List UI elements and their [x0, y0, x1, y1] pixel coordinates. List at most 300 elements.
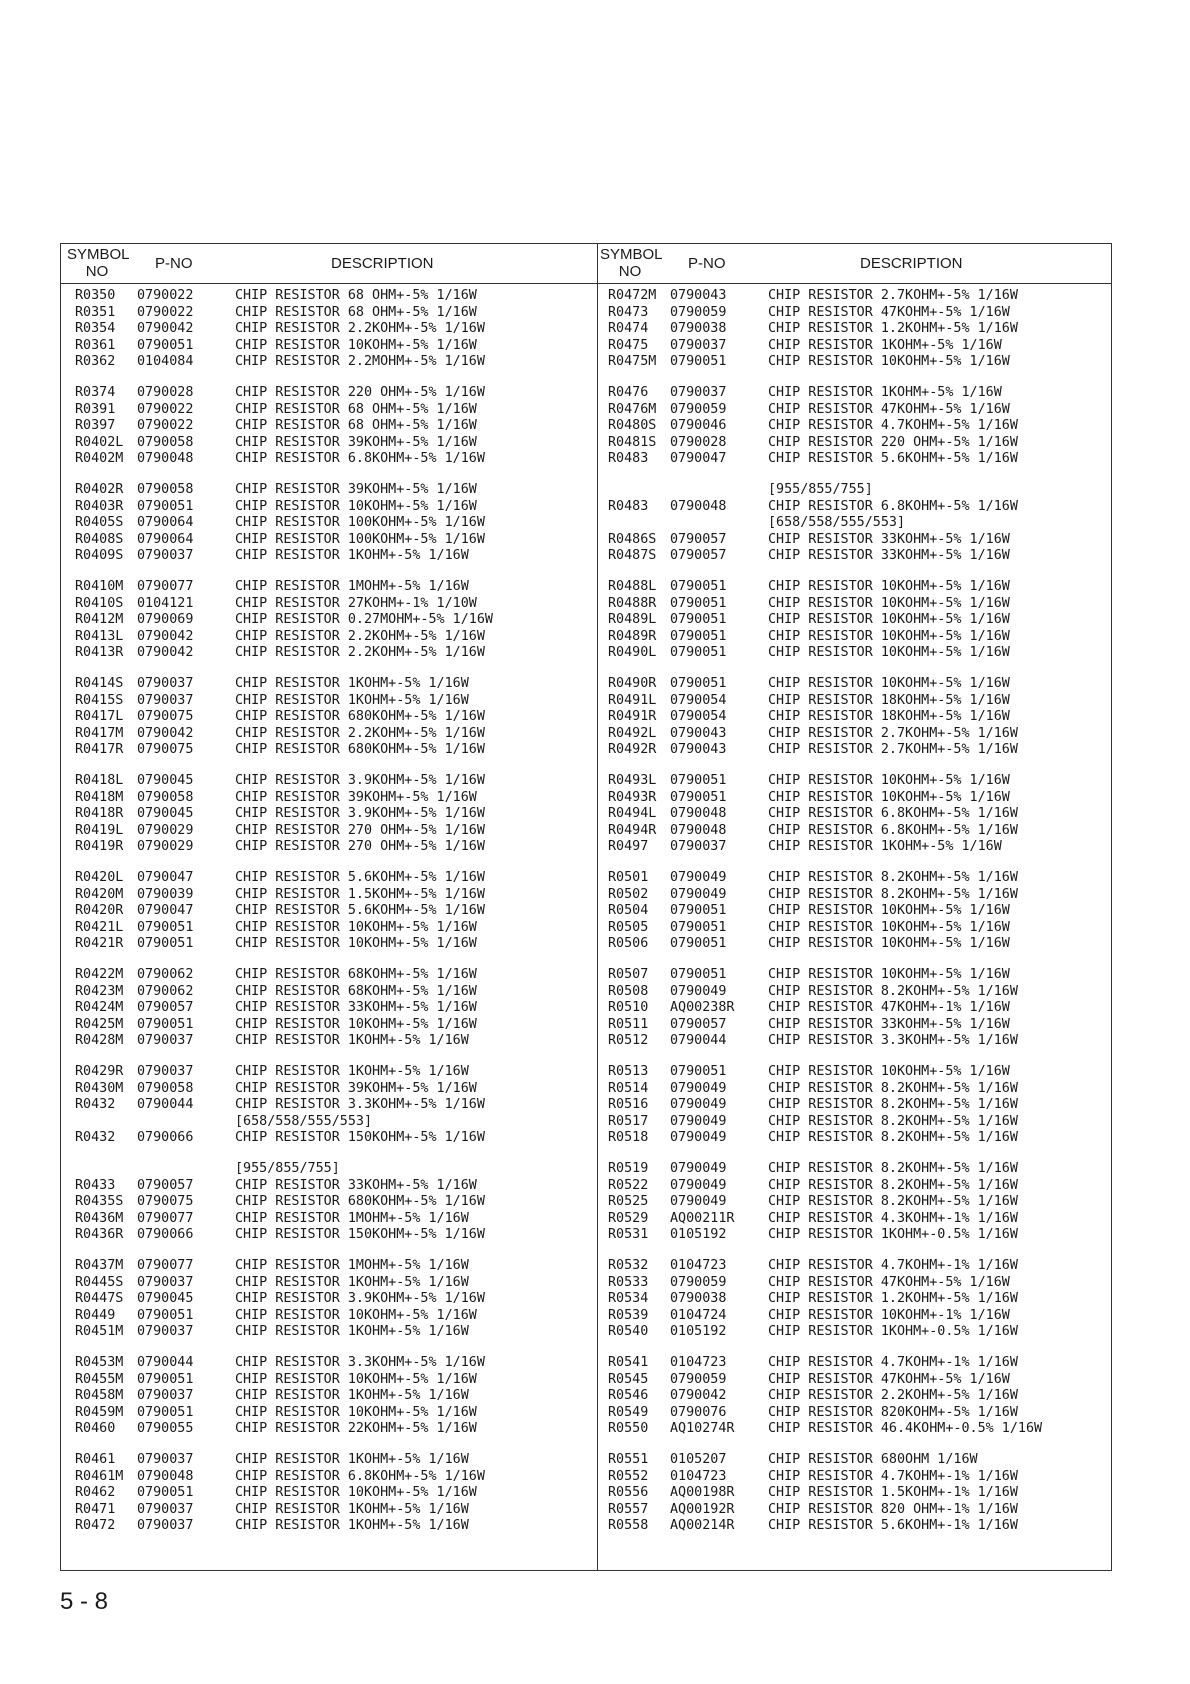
table-row: [608, 1502, 1108, 1519]
description-cell: CHIP RESISTOR 5.6KOHM+-5% 1/16W: [768, 451, 1018, 467]
part-number-cell: 0790062: [137, 983, 194, 999]
symbol-header-line2: NO: [85, 263, 109, 280]
description-cell: CHIP RESISTOR 39KOHM+-5% 1/16W: [235, 482, 477, 497]
part-number-cell: 0790077: [137, 579, 194, 594]
description-cell: CHIP RESISTOR 3.3KOHM+-5% 1/16W: [235, 1355, 485, 1370]
table-row: [75, 1178, 595, 1195]
description-cell: CHIP RESISTOR 1KOHM+-5% 1/16W: [235, 1274, 469, 1290]
part-number-cell: 0790045: [137, 806, 194, 822]
part-number-cell: 0790029: [137, 822, 194, 838]
table-row: [75, 1130, 595, 1147]
part-number-cell: 0790037: [137, 676, 194, 691]
symbol-no-cell: R0546: [608, 1388, 649, 1404]
part-number-cell: 0790044: [137, 1355, 194, 1370]
part-number-cell: 0790038: [670, 1291, 727, 1307]
description-cell: CHIP RESISTOR 33KOHM+-5% 1/16W: [235, 1000, 477, 1016]
table-row: [75, 1372, 595, 1389]
symbol-no-cell: R0480S: [608, 418, 657, 434]
table-row: [608, 984, 1108, 1001]
part-number-cell: 0790049: [670, 1113, 727, 1129]
description-cell: CHIP RESISTOR 680OHM 1/16W: [768, 1452, 978, 1467]
table-row: [608, 870, 1108, 887]
description-header: DESCRIPTION: [331, 255, 434, 272]
symbol-no-cell: R0449: [75, 1307, 116, 1323]
part-number-cell: AQ00214R: [670, 1518, 735, 1534]
part-number-cell: 0790042: [137, 628, 194, 644]
table-row: [608, 435, 1108, 452]
symbol-no-cell: R0462: [75, 1485, 116, 1501]
symbol-no-cell: R0512: [608, 1033, 649, 1049]
part-number-cell: 0790058: [137, 789, 194, 805]
table-row: [75, 1097, 595, 1114]
description-cell: CHIP RESISTOR 10KOHM+-5% 1/16W: [235, 1307, 477, 1323]
part-number-cell: 0790057: [670, 1016, 727, 1032]
symbol-no-cell: R0428M: [75, 1033, 124, 1049]
symbol-no-cell: R0506: [608, 936, 649, 952]
part-number-cell: 0790049: [670, 1080, 727, 1096]
part-number-cell: 0790075: [137, 709, 194, 725]
part-number-cell: AQ00198R: [670, 1485, 735, 1501]
parts-group: [75, 1161, 595, 1258]
symbol-no-cell: R0414S: [75, 676, 124, 691]
part-number-cell: 0790059: [670, 1371, 727, 1387]
description-cell: CHIP RESISTOR 10KOHM+-5% 1/16W: [235, 1404, 477, 1420]
description-cell: CHIP RESISTOR 18KOHM+-5% 1/16W: [768, 692, 1010, 708]
description-cell: CHIP RESISTOR 27KOHM+-1% 1/10W: [235, 595, 477, 611]
description-cell: CHIP RESISTOR 8.2KOHM+-5% 1/16W: [768, 870, 1018, 885]
table-row: [608, 1518, 1108, 1535]
table-row: [608, 903, 1108, 920]
part-number-cell: 0790049: [670, 1130, 727, 1146]
table-row: [75, 579, 595, 596]
symbol-no-cell: R0513: [608, 1064, 649, 1079]
pno-header: P-NO: [155, 255, 193, 272]
description-cell: CHIP RESISTOR 2.7KOHM+-5% 1/16W: [768, 288, 1018, 303]
table-row: [608, 451, 1108, 468]
part-number-cell: 0790044: [670, 1033, 727, 1049]
parts-group: [608, 1258, 1108, 1355]
part-number-cell: 0790049: [670, 1161, 727, 1176]
symbol-no-cell: R0436M: [75, 1210, 124, 1226]
description-cell: CHIP RESISTOR 1MOHM+-5% 1/16W: [235, 1258, 469, 1273]
table-row: [608, 1275, 1108, 1292]
table-row: [75, 839, 595, 856]
table-row: [75, 321, 595, 338]
table-row: [608, 645, 1108, 662]
symbol-no-cell: R0497: [608, 839, 649, 855]
parts-group: [608, 870, 1108, 967]
description-cell: CHIP RESISTOR 1KOHM+-5% 1/16W: [235, 1388, 469, 1404]
symbol-no-cell: R0409S: [75, 548, 124, 564]
symbol-no-cell: R0351: [75, 304, 116, 320]
symbol-no-cell: R0518: [608, 1130, 649, 1146]
part-number-cell: 0790022: [137, 288, 194, 303]
description-cell: CHIP RESISTOR 3.3KOHM+-5% 1/16W: [768, 1033, 1018, 1049]
symbol-no-cell: R0550: [608, 1421, 649, 1437]
part-number-cell: 0790075: [137, 742, 194, 758]
symbol-no-cell: R0403R: [75, 498, 124, 514]
part-number-cell: 0790051: [670, 789, 727, 805]
table-row: [75, 532, 595, 549]
symbol-no-cell: R0458M: [75, 1388, 124, 1404]
symbol-no-cell: R0402R: [75, 482, 124, 497]
pno-header: P-NO: [688, 255, 726, 272]
description-cell: [955/855/755]: [235, 1161, 340, 1176]
parts-group: [75, 773, 595, 870]
part-number-cell: 0790043: [670, 288, 727, 303]
symbol-no-cell: R0433: [75, 1177, 116, 1193]
symbol-no-cell: R0354: [75, 321, 116, 337]
parts-group: [75, 288, 595, 385]
symbol-no-cell: R0556: [608, 1485, 649, 1501]
part-number-cell: 0790051: [670, 595, 727, 611]
table-row: [608, 1421, 1108, 1438]
part-number-cell: AQ00238R: [670, 1000, 735, 1016]
part-number-cell: 0790022: [137, 401, 194, 417]
description-cell: CHIP RESISTOR 1.2KOHM+-5% 1/16W: [768, 321, 1018, 337]
symbol-no-cell: R0445S: [75, 1274, 124, 1290]
table-row: [608, 1372, 1108, 1389]
symbol-no-cell: R0557: [608, 1501, 649, 1517]
table-row: [608, 482, 1108, 499]
symbol-no-cell: R0423M: [75, 983, 124, 999]
description-cell: CHIP RESISTOR 68KOHM+-5% 1/16W: [235, 983, 477, 999]
description-cell: CHIP RESISTOR 270 OHM+-5% 1/16W: [235, 839, 485, 855]
table-row: [75, 1518, 595, 1535]
part-number-cell: 0790059: [670, 1274, 727, 1290]
symbol-no-cell: R0422M: [75, 967, 124, 982]
parts-group: [75, 1355, 595, 1452]
description-cell: CHIP RESISTOR 68 OHM+-5% 1/16W: [235, 304, 477, 320]
symbol-no-cell: R0486S: [608, 531, 657, 547]
description-cell: [955/855/755]: [768, 482, 873, 497]
symbol-no-cell: R0516: [608, 1097, 649, 1113]
parts-group: [608, 1452, 1108, 1549]
symbol-no-cell: R0410M: [75, 579, 124, 594]
part-number-cell: 0790037: [137, 1033, 194, 1049]
symbol-no-cell: R0421L: [75, 919, 124, 935]
description-cell: CHIP RESISTOR 10KOHM+-5% 1/16W: [768, 612, 1010, 628]
part-number-cell: 0790051: [670, 579, 727, 594]
table-row: [608, 579, 1108, 596]
symbol-no-cell: R0410S: [75, 595, 124, 611]
description-cell: CHIP RESISTOR 8.2KOHM+-5% 1/16W: [768, 1161, 1018, 1176]
part-number-cell: 0790048: [670, 498, 727, 514]
part-number-cell: 0790066: [137, 1130, 194, 1146]
part-number-cell: 0790057: [670, 531, 727, 547]
symbol-no-cell: R0350: [75, 288, 116, 303]
table-row: [75, 482, 595, 499]
symbol-no-cell: R0494L: [608, 806, 657, 822]
part-number-cell: 0790046: [670, 418, 727, 434]
description-cell: [658/558/555/553]: [235, 1113, 373, 1129]
description-cell: CHIP RESISTOR 39KOHM+-5% 1/16W: [235, 434, 477, 450]
description-cell: CHIP RESISTOR 10KOHM+-5% 1/16W: [768, 789, 1010, 805]
symbol-no-cell: R0455M: [75, 1371, 124, 1387]
part-number-cell: 0790037: [137, 692, 194, 708]
part-number-cell: 0790042: [137, 645, 194, 661]
part-number-cell: 0790051: [137, 919, 194, 935]
part-number-cell: 0790042: [137, 725, 194, 741]
table-row: [75, 887, 595, 904]
part-number-cell: 0790051: [137, 1485, 194, 1501]
table-row: [608, 1485, 1108, 1502]
table-row: [608, 1130, 1108, 1147]
table-row: [608, 1405, 1108, 1422]
part-number-cell: 0790037: [670, 839, 727, 855]
symbol-no-cell: R0483: [608, 498, 649, 514]
symbol-no-cell: R0432: [75, 1097, 116, 1113]
table-row: [608, 839, 1108, 856]
table-row: [75, 903, 595, 920]
symbol-no-cell: R0474: [608, 321, 649, 337]
part-number-cell: 0790064: [137, 531, 194, 547]
symbol-no-cell: R0492R: [608, 742, 657, 758]
description-cell: CHIP RESISTOR 1.5KOHM+-1% 1/16W: [768, 1485, 1018, 1501]
table-row: [608, 402, 1108, 419]
table-row: [75, 1421, 595, 1438]
table-row: [75, 1308, 595, 1325]
table-row: [75, 1000, 595, 1017]
table-row: [75, 499, 595, 516]
part-number-cell: 0790045: [137, 773, 194, 788]
description-cell: CHIP RESISTOR 46.4KOHM+-0.5% 1/16W: [768, 1421, 1043, 1437]
table-row: [75, 1485, 595, 1502]
part-number-cell: 0790037: [137, 1501, 194, 1517]
description-cell: CHIP RESISTOR 47KOHM+-1% 1/16W: [768, 1000, 1010, 1016]
description-cell: CHIP RESISTOR 47KOHM+-5% 1/16W: [768, 304, 1010, 320]
parts-group: [608, 1064, 1108, 1161]
table-row: [75, 548, 595, 565]
table-row: [75, 385, 595, 402]
table-row: [75, 1194, 595, 1211]
table-row: [75, 1452, 595, 1469]
description-cell: CHIP RESISTOR 1.5KOHM+-5% 1/16W: [235, 886, 485, 902]
table-row: [75, 1227, 595, 1244]
part-number-cell: 0790049: [670, 1177, 727, 1193]
description-cell: CHIP RESISTOR 150KOHM+-5% 1/16W: [235, 1130, 485, 1146]
table-row: [75, 1114, 595, 1131]
table-row: [608, 418, 1108, 435]
symbol-no-cell: R0421R: [75, 936, 124, 952]
table-row: [608, 806, 1108, 823]
part-number-cell: 0790037: [137, 548, 194, 564]
description-cell: CHIP RESISTOR 22KOHM+-5% 1/16W: [235, 1421, 477, 1437]
table-row: [608, 790, 1108, 807]
description-cell: CHIP RESISTOR 8.2KOHM+-5% 1/16W: [768, 1080, 1018, 1096]
symbol-no-cell: R0510: [608, 1000, 649, 1016]
description-cell: CHIP RESISTOR 18KOHM+-5% 1/16W: [768, 709, 1010, 725]
description-cell: CHIP RESISTOR 4.7KOHM+-1% 1/16W: [768, 1258, 1018, 1273]
parts-list-table: [60, 243, 1112, 1571]
table-row: [608, 1033, 1108, 1050]
description-cell: CHIP RESISTOR 2.2KOHM+-5% 1/16W: [235, 725, 485, 741]
column-divider: [597, 244, 598, 1570]
description-cell: CHIP RESISTOR 8.2KOHM+-5% 1/16W: [768, 1097, 1018, 1113]
symbol-no-cell: R0502: [608, 886, 649, 902]
description-cell: CHIP RESISTOR 150KOHM+-5% 1/16W: [235, 1227, 485, 1243]
description-cell: CHIP RESISTOR 10KOHM+-5% 1/16W: [235, 919, 477, 935]
part-number-cell: 0790022: [137, 418, 194, 434]
table-row: [608, 1161, 1108, 1178]
table-row: [608, 515, 1108, 532]
table-row: [608, 321, 1108, 338]
table-row: [75, 338, 595, 355]
description-cell: CHIP RESISTOR 68 OHM+-5% 1/16W: [235, 418, 477, 434]
symbol-no-cell: R0415S: [75, 692, 124, 708]
symbol-no-cell: R0417L: [75, 709, 124, 725]
description-cell: CHIP RESISTOR 1KOHM+-5% 1/16W: [235, 548, 469, 564]
symbol-no-cell: R0425M: [75, 1016, 124, 1032]
symbol-no-cell: R0417R: [75, 742, 124, 758]
table-row: [608, 1469, 1108, 1486]
description-cell: CHIP RESISTOR 2.2KOHM+-5% 1/16W: [235, 628, 485, 644]
description-cell: CHIP RESISTOR 6.8KOHM+-5% 1/16W: [768, 498, 1018, 514]
parts-group: [608, 1355, 1108, 1452]
part-number-cell: 0790051: [670, 903, 727, 919]
part-number-cell: 0104723: [670, 1468, 727, 1484]
symbol-no-cell: R0540: [608, 1324, 649, 1340]
description-cell: CHIP RESISTOR 8.2KOHM+-5% 1/16W: [768, 1177, 1018, 1193]
description-cell: CHIP RESISTOR 100KOHM+-5% 1/16W: [235, 515, 485, 531]
symbol-no-cell: R0531: [608, 1227, 649, 1243]
symbol-no-cell: R0362: [75, 354, 116, 370]
description-cell: CHIP RESISTOR 220 OHM+-5% 1/16W: [768, 434, 1018, 450]
table-row: [75, 693, 595, 710]
table-row: [75, 288, 595, 305]
symbol-no-cell: R0487S: [608, 548, 657, 564]
description-cell: CHIP RESISTOR 0.27MOHM+-5% 1/16W: [235, 612, 493, 628]
description-cell: CHIP RESISTOR 4.7KOHM+-5% 1/16W: [768, 418, 1018, 434]
table-row: [75, 823, 595, 840]
description-cell: CHIP RESISTOR 1KOHM+-5% 1/16W: [235, 1033, 469, 1049]
symbol-no-cell: R0397: [75, 418, 116, 434]
part-number-cell: 0104723: [670, 1355, 727, 1370]
table-row: [608, 1355, 1108, 1372]
symbol-no-cell: R0481S: [608, 434, 657, 450]
table-row: [75, 806, 595, 823]
table-row: [608, 887, 1108, 904]
description-cell: CHIP RESISTOR 2.7KOHM+-5% 1/16W: [768, 742, 1018, 758]
description-cell: CHIP RESISTOR 10KOHM+-5% 1/16W: [235, 936, 477, 952]
description-cell: CHIP RESISTOR 10KOHM+-5% 1/16W: [768, 645, 1010, 661]
symbol-no-cell: R0491L: [608, 692, 657, 708]
table-row: [75, 773, 595, 790]
part-number-cell: 0790038: [670, 321, 727, 337]
part-number-cell: 0790057: [137, 1177, 194, 1193]
description-cell: CHIP RESISTOR 100KOHM+-5% 1/16W: [235, 531, 485, 547]
description-header: DESCRIPTION: [860, 255, 963, 272]
part-number-cell: 0790047: [137, 870, 194, 885]
part-number-cell: 0790059: [670, 304, 727, 320]
symbol-no-cell: R0437M: [75, 1258, 124, 1273]
symbol-no-cell: R0435S: [75, 1194, 124, 1210]
symbol-no-cell: R0418M: [75, 789, 124, 805]
parts-group: [608, 579, 1108, 676]
symbol-no-cell: R0402M: [75, 451, 124, 467]
part-number-cell: 0790057: [137, 1000, 194, 1016]
table-row: [608, 967, 1108, 984]
table-row: [75, 1355, 595, 1372]
description-cell: CHIP RESISTOR 68KOHM+-5% 1/16W: [235, 967, 477, 982]
table-row: [608, 1324, 1108, 1341]
symbol-no-cell: R0545: [608, 1371, 649, 1387]
symbol-no-cell: R0472M: [608, 288, 657, 303]
table-row: [608, 288, 1108, 305]
part-number-cell: 0790047: [137, 903, 194, 919]
parts-group: [75, 579, 595, 676]
description-cell: CHIP RESISTOR 10KOHM+-5% 1/16W: [768, 1064, 1010, 1079]
part-number-cell: 0790049: [670, 1194, 727, 1210]
table-row: [75, 629, 595, 646]
table-row: [75, 402, 595, 419]
symbol-no-cell: R0391: [75, 401, 116, 417]
parts-group: [608, 1161, 1108, 1258]
table-row: [608, 742, 1108, 759]
parts-group: [75, 1258, 595, 1355]
symbol-no-cell: R0541: [608, 1355, 649, 1370]
description-cell: CHIP RESISTOR 6.8KOHM+-5% 1/16W: [768, 806, 1018, 822]
part-number-cell: 0790042: [137, 321, 194, 337]
table-row: [75, 1064, 595, 1081]
table-row: [608, 693, 1108, 710]
table-row: [608, 1000, 1108, 1017]
table-row: [608, 1114, 1108, 1131]
description-cell: CHIP RESISTOR 6.8KOHM+-5% 1/16W: [235, 451, 485, 467]
table-row: [75, 596, 595, 613]
description-cell: CHIP RESISTOR 10KOHM+-5% 1/16W: [768, 595, 1010, 611]
symbol-no-cell: R0430M: [75, 1080, 124, 1096]
parts-group: [608, 385, 1108, 482]
part-number-cell: 0790037: [137, 1518, 194, 1534]
description-cell: CHIP RESISTOR 680KOHM+-5% 1/16W: [235, 1194, 485, 1210]
symbol-no-cell: R0490R: [608, 676, 657, 691]
symbol-no-cell: R0525: [608, 1194, 649, 1210]
table-row: [608, 1017, 1108, 1034]
part-number-cell: 0790076: [670, 1404, 727, 1420]
table-row: [608, 773, 1108, 790]
table-row: [608, 305, 1108, 322]
symbol-no-cell: R0471: [75, 1501, 116, 1517]
symbol-no-cell: R0424M: [75, 1000, 124, 1016]
symbol-no-cell: R0514: [608, 1080, 649, 1096]
part-number-cell: 0790037: [137, 1324, 194, 1340]
symbol-no-cell: R0492L: [608, 725, 657, 741]
description-cell: CHIP RESISTOR 33KOHM+-5% 1/16W: [235, 1177, 477, 1193]
part-number-cell: 0790051: [137, 936, 194, 952]
part-number-cell: 0790051: [670, 936, 727, 952]
part-number-cell: 0790037: [137, 1452, 194, 1467]
part-number-cell: 0790054: [670, 709, 727, 725]
table-row: [75, 790, 595, 807]
table-row: [75, 676, 595, 693]
description-cell: CHIP RESISTOR 8.2KOHM+-5% 1/16W: [768, 886, 1018, 902]
table-row: [75, 305, 595, 322]
part-number-cell: 0790058: [137, 434, 194, 450]
part-number-cell: 0104121: [137, 595, 194, 611]
table-row: [75, 612, 595, 629]
symbol-no-cell: R0549: [608, 1404, 649, 1420]
symbol-no-cell: R0418R: [75, 806, 124, 822]
description-cell: CHIP RESISTOR 47KOHM+-5% 1/16W: [768, 401, 1010, 417]
part-number-cell: 0790059: [670, 401, 727, 417]
symbol-no-cell: R0412M: [75, 612, 124, 628]
table-row: [75, 1081, 595, 1098]
symbol-no-cell: R0529: [608, 1210, 649, 1226]
table-row: [608, 709, 1108, 726]
description-cell: CHIP RESISTOR 820 OHM+-1% 1/16W: [768, 1501, 1018, 1517]
description-cell: CHIP RESISTOR 47KOHM+-5% 1/16W: [768, 1274, 1010, 1290]
